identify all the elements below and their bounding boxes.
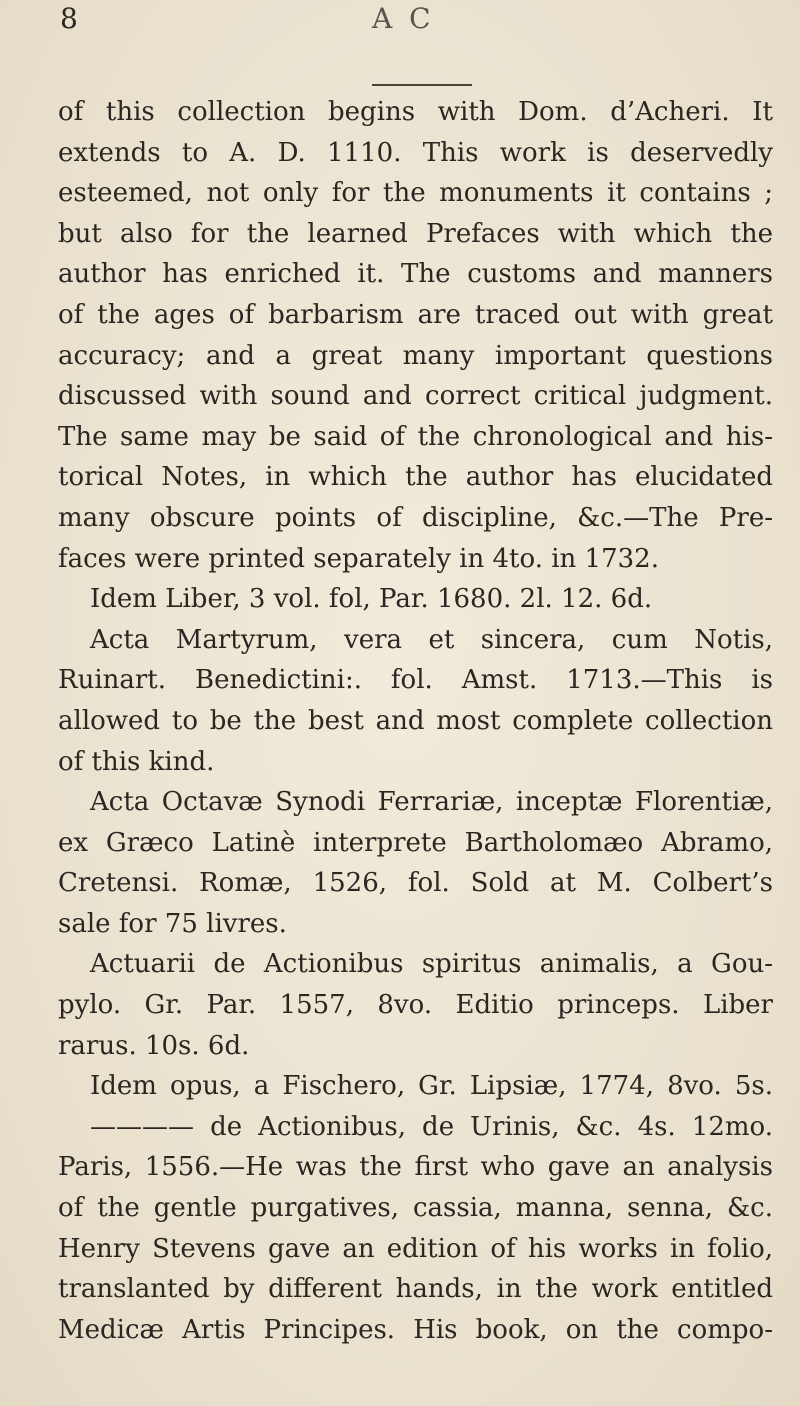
text-line: Henry Stevens gave an edition of his works in folio, xyxy=(58,1233,773,1264)
entry-line: Idem opus, a Fischero, Gr. Lipsiæ, 1774, 8vo. 5s. xyxy=(90,1071,773,1102)
text-line: faces were printed separately in 4to. in 1732. xyxy=(58,543,659,574)
text-line: Cretensi. Romæ, 1526, fol. Sold at M. Colbert’s xyxy=(58,868,773,899)
text-line: author has enriched it. The customs and manners xyxy=(58,259,773,290)
text-line: accuracy; and a great many important questions xyxy=(58,340,773,371)
text-line: extends to A. D. 1110. This work is deservedly xyxy=(58,137,773,168)
body-text xyxy=(58,92,773,1350)
entry-line: Acta Martyrum, vera et sincera, cum Notis, xyxy=(90,624,773,655)
text-line: rarus. 10s. 6d. xyxy=(58,1030,250,1061)
text-line: pylo. Gr. Par. 1557, 8vo. Editio princeps. Liber xyxy=(58,990,773,1021)
header-rule xyxy=(372,84,472,86)
text-line: many obscure points of discipline, &c.—The Pre- xyxy=(58,502,773,533)
text-line: of this kind. xyxy=(58,746,215,777)
text-line: but also for the learned Prefaces with which the xyxy=(58,218,773,249)
text-line: translanted by different hands, in the work entitled xyxy=(58,1274,773,1305)
entry-line: ———— de Actionibus, de Urinis, &c. 4s. 12mo. xyxy=(90,1111,773,1142)
page-number: 8 xyxy=(60,2,78,35)
text-line: of this collection begins with Dom. d’Acheri. It xyxy=(58,97,773,127)
text-line: of the ages of barbarism are traced out with great xyxy=(58,299,773,330)
entry-line: Idem Liber, 3 vol. fol, Par. 1680. 2l. 12. 6d. xyxy=(90,584,653,615)
text-line: allowed to be the best and most complete collection xyxy=(58,705,773,736)
text-line: sale for 75 livres. xyxy=(58,908,287,939)
text-line: Paris, 1556.—He was the first who gave an analysis xyxy=(58,1152,773,1183)
text-line: Ruinart. Benedictini:. fol. Amst. 1713.—This is xyxy=(58,665,773,696)
text-line: Medicæ Artis Principes. His book, on the compo- xyxy=(58,1314,773,1345)
text-line: torical Notes, in which the author has elucidated xyxy=(58,462,773,493)
page-header xyxy=(60,2,760,38)
text-line: discussed with sound and correct critical judgment. xyxy=(58,381,773,412)
entry-line: Acta Octavæ Synodi Ferrariæ, inceptæ Florentiæ, xyxy=(90,787,773,818)
entry-line: Actuarii de Actionibus spiritus animalis, a Gou- xyxy=(90,949,773,980)
text-line: The same may be said of the chronological and his- xyxy=(58,421,773,452)
text-line: of the gentle purgatives, cassia, manna, senna, &c. xyxy=(58,1193,773,1224)
running-head: A C xyxy=(372,2,435,35)
text-line: esteemed, not only for the monuments it contains ; xyxy=(58,178,773,209)
text-line: ex Græco Latinè interprete Bartholomæo Abramo, xyxy=(58,827,773,858)
